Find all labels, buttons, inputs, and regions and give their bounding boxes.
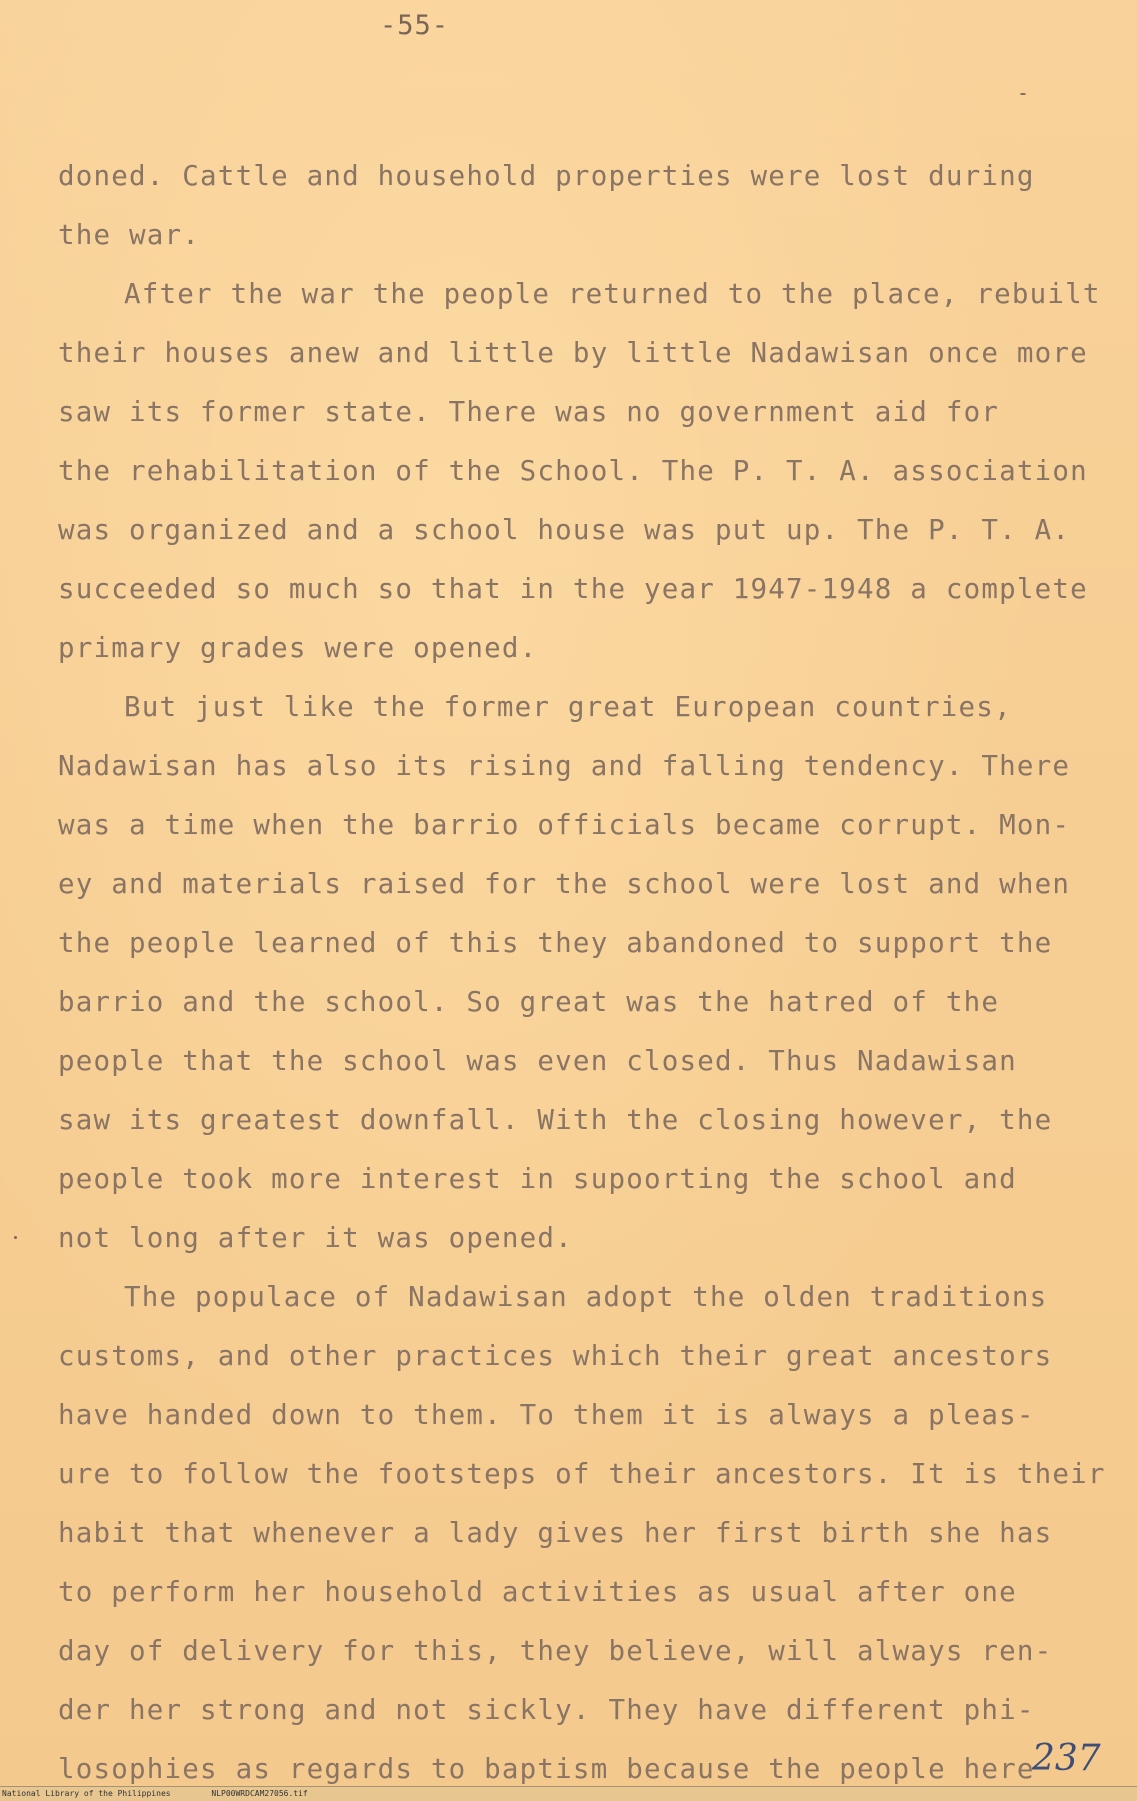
- text-line: saw its former state. There was no government aid for: [58, 396, 1000, 428]
- text-line: saw its greatest downfall. With the closing however, the: [58, 1104, 1053, 1136]
- text-line: people that the school was even closed. Thus Nadawisan: [58, 1045, 1017, 1077]
- text-line: the rehabilitation of the School. The P. T. A. association: [58, 455, 1088, 487]
- text-line: doned. Cattle and household properties were lost during: [58, 160, 1035, 192]
- text-line: primary grades were opened.: [58, 632, 538, 664]
- text-line: ure to follow the footsteps of their ancestors. It is their: [58, 1458, 1106, 1490]
- text-line: The populace of Nadawisan adopt the olden traditions: [124, 1281, 1048, 1313]
- text-line: customs, and other practices which their great ancestors: [58, 1340, 1053, 1372]
- text-line: have handed down to them. To them it is always a pleas-: [58, 1399, 1035, 1431]
- text-line: barrio and the school. So great was the hatred of the: [58, 986, 1000, 1018]
- text-line: habit that whenever a lady gives her first birth she has: [58, 1517, 1053, 1549]
- text-line: people took more interest in supoorting the school and: [58, 1163, 1017, 1195]
- text-line: But just like the former great European countries,: [124, 691, 1012, 723]
- text-line: not long after it was opened.: [58, 1222, 573, 1254]
- text-line: their houses anew and little by little Nadawisan once more: [58, 337, 1088, 369]
- footer-library-name: National Library of the Philippines: [2, 1789, 171, 1798]
- text-line: ey and materials raised for the school were lost and when: [58, 868, 1071, 900]
- text-line: the people learned of this they abandoned to support the: [58, 927, 1053, 959]
- text-line: succeeded so much so that in the year 1947-1948 a complete: [58, 573, 1088, 605]
- text-line: Nadawisan has also its rising and falling tendency. There: [58, 750, 1071, 782]
- text-line: After the war the people returned to the place, rebuilt: [124, 278, 1101, 310]
- scan-footer: [0, 1786, 1137, 1801]
- text-line: was organized and a school house was put up. The P. T. A.: [58, 514, 1071, 546]
- text-line: der her strong and not sickly. They have different phi-: [58, 1694, 1035, 1726]
- text-line: day of delivery for this, they believe, will always ren-: [58, 1635, 1053, 1667]
- stray-mark: [14, 1236, 17, 1239]
- text-line: the war.: [58, 219, 201, 251]
- text-line: to perform her household activities as usual after one: [58, 1576, 1017, 1608]
- handwritten-page-number: 237: [1032, 1738, 1101, 1779]
- text-line: losophies as regards to baptism because the people here: [58, 1753, 1035, 1785]
- typed-body-text: [58, 147, 1118, 1799]
- page-number: -55-: [380, 10, 450, 41]
- stray-mark: [1020, 93, 1026, 95]
- text-line: was a time when the barrio officials became corrupt. Mon-: [58, 809, 1071, 841]
- footer-file-code: NLP00WRDCAM27056.tif: [211, 1789, 308, 1798]
